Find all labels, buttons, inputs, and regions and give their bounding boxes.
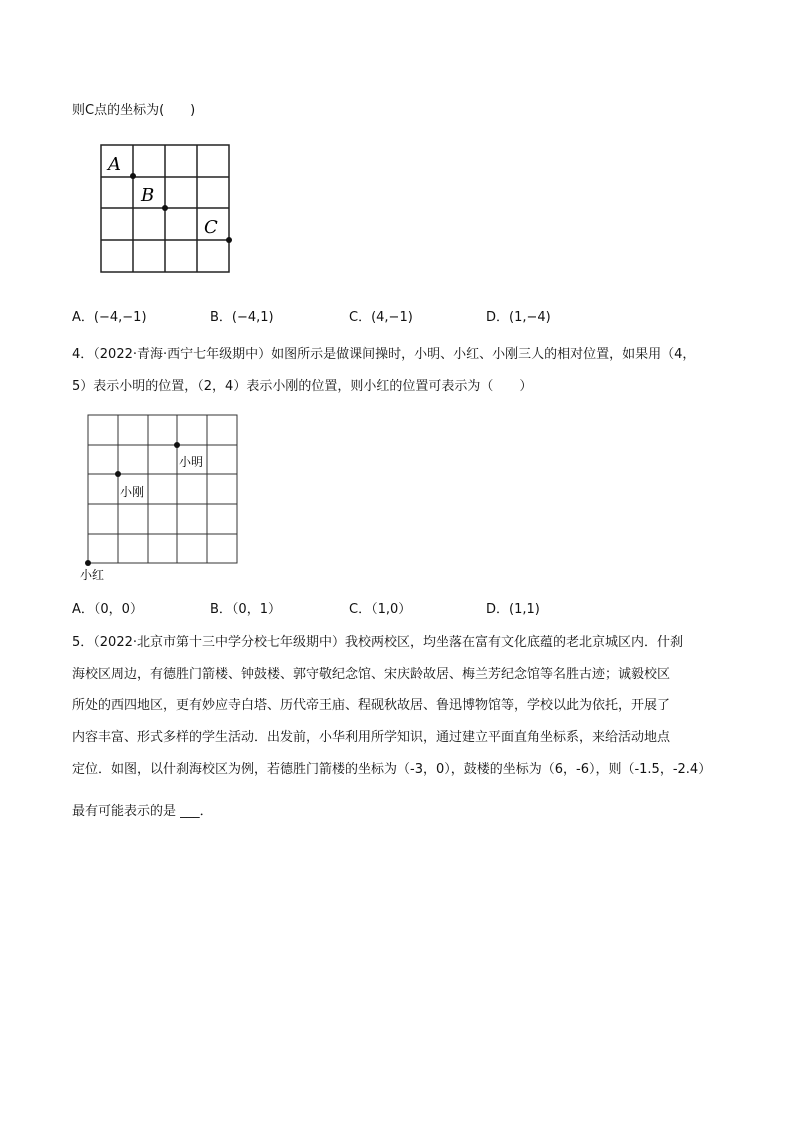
- q5-stem-line3: 所处的西四地区，更有妙应寺白塔、历代帝王庙、程砚秋故居、鲁迅博物馆等，学校以此为依托，开展了: [72, 698, 671, 713]
- q4-option-c[interactable]: C．（1,0）: [349, 602, 412, 617]
- q4-grid-figure: [78, 410, 242, 586]
- point-b: [162, 205, 168, 211]
- point-xiaoming: [174, 442, 180, 448]
- q3-option-d[interactable]: D．(1,−4): [486, 310, 551, 325]
- q3-option-a[interactable]: A．(−4,−1): [72, 310, 147, 325]
- q5-stem-line5: 定位．如图，以什刹海校区为例，若德胜门箭楼的坐标为（-3，0），鼓楼的坐标为（6，-6），则（-1.5，-2.4）: [72, 762, 712, 777]
- q3-grid-figure: [96, 140, 236, 276]
- point-xiaogang: [115, 471, 121, 477]
- q3-option-c[interactable]: C．(4,−1): [349, 310, 413, 325]
- q5-stem-line6: 最有可能表示的是 ___．: [72, 804, 213, 819]
- q4-stem-line1: 4．（2022·青海·西宁七年级期中）如图所示是做课间操时，小明、小红、小刚三人的相对位置，如果用（4，: [72, 347, 696, 362]
- q5-stem-line2: 海校区周边，有德胜门箭楼、钟鼓楼、郭守敬纪念馆、宋庆龄故居、梅兰芳纪念馆等名胜古迹；诚毅校区: [72, 667, 671, 682]
- q4-option-a[interactable]: A．（0，0）: [72, 602, 143, 617]
- q5-stem-line1: 5．（2022·北京市第十三中学分校七年级期中）我校两校区，均坐落在富有文化底蕴的老北京城区内．什刹: [72, 635, 683, 650]
- q3-stem: 则C点的坐标为( ): [72, 103, 196, 118]
- q4-option-d[interactable]: D．(1,1): [486, 602, 540, 617]
- label-xiaoming: 小明: [179, 455, 204, 469]
- q4-stem-line2: 5）表示小明的位置，（2，4）表示小刚的位置，则小红的位置可表示为（ ）: [72, 379, 533, 394]
- label-b: B: [141, 185, 155, 206]
- label-xiaohong: 小红: [80, 568, 105, 582]
- q5-stem-line4: 内容丰富、形式多样的学生活动．出发前，小华利用所学知识，通过建立平面直角坐标系，来给活动地点: [72, 730, 671, 745]
- point-a: [130, 173, 136, 179]
- label-a: A: [108, 154, 121, 175]
- label-c: C: [204, 217, 218, 238]
- q4-option-b[interactable]: B．（0，1）: [210, 602, 281, 617]
- point-xiaohong: [85, 560, 91, 566]
- q3-option-b[interactable]: B．(−4,1): [210, 310, 274, 325]
- label-xiaogang: 小刚: [120, 485, 145, 499]
- point-c: [226, 237, 232, 243]
